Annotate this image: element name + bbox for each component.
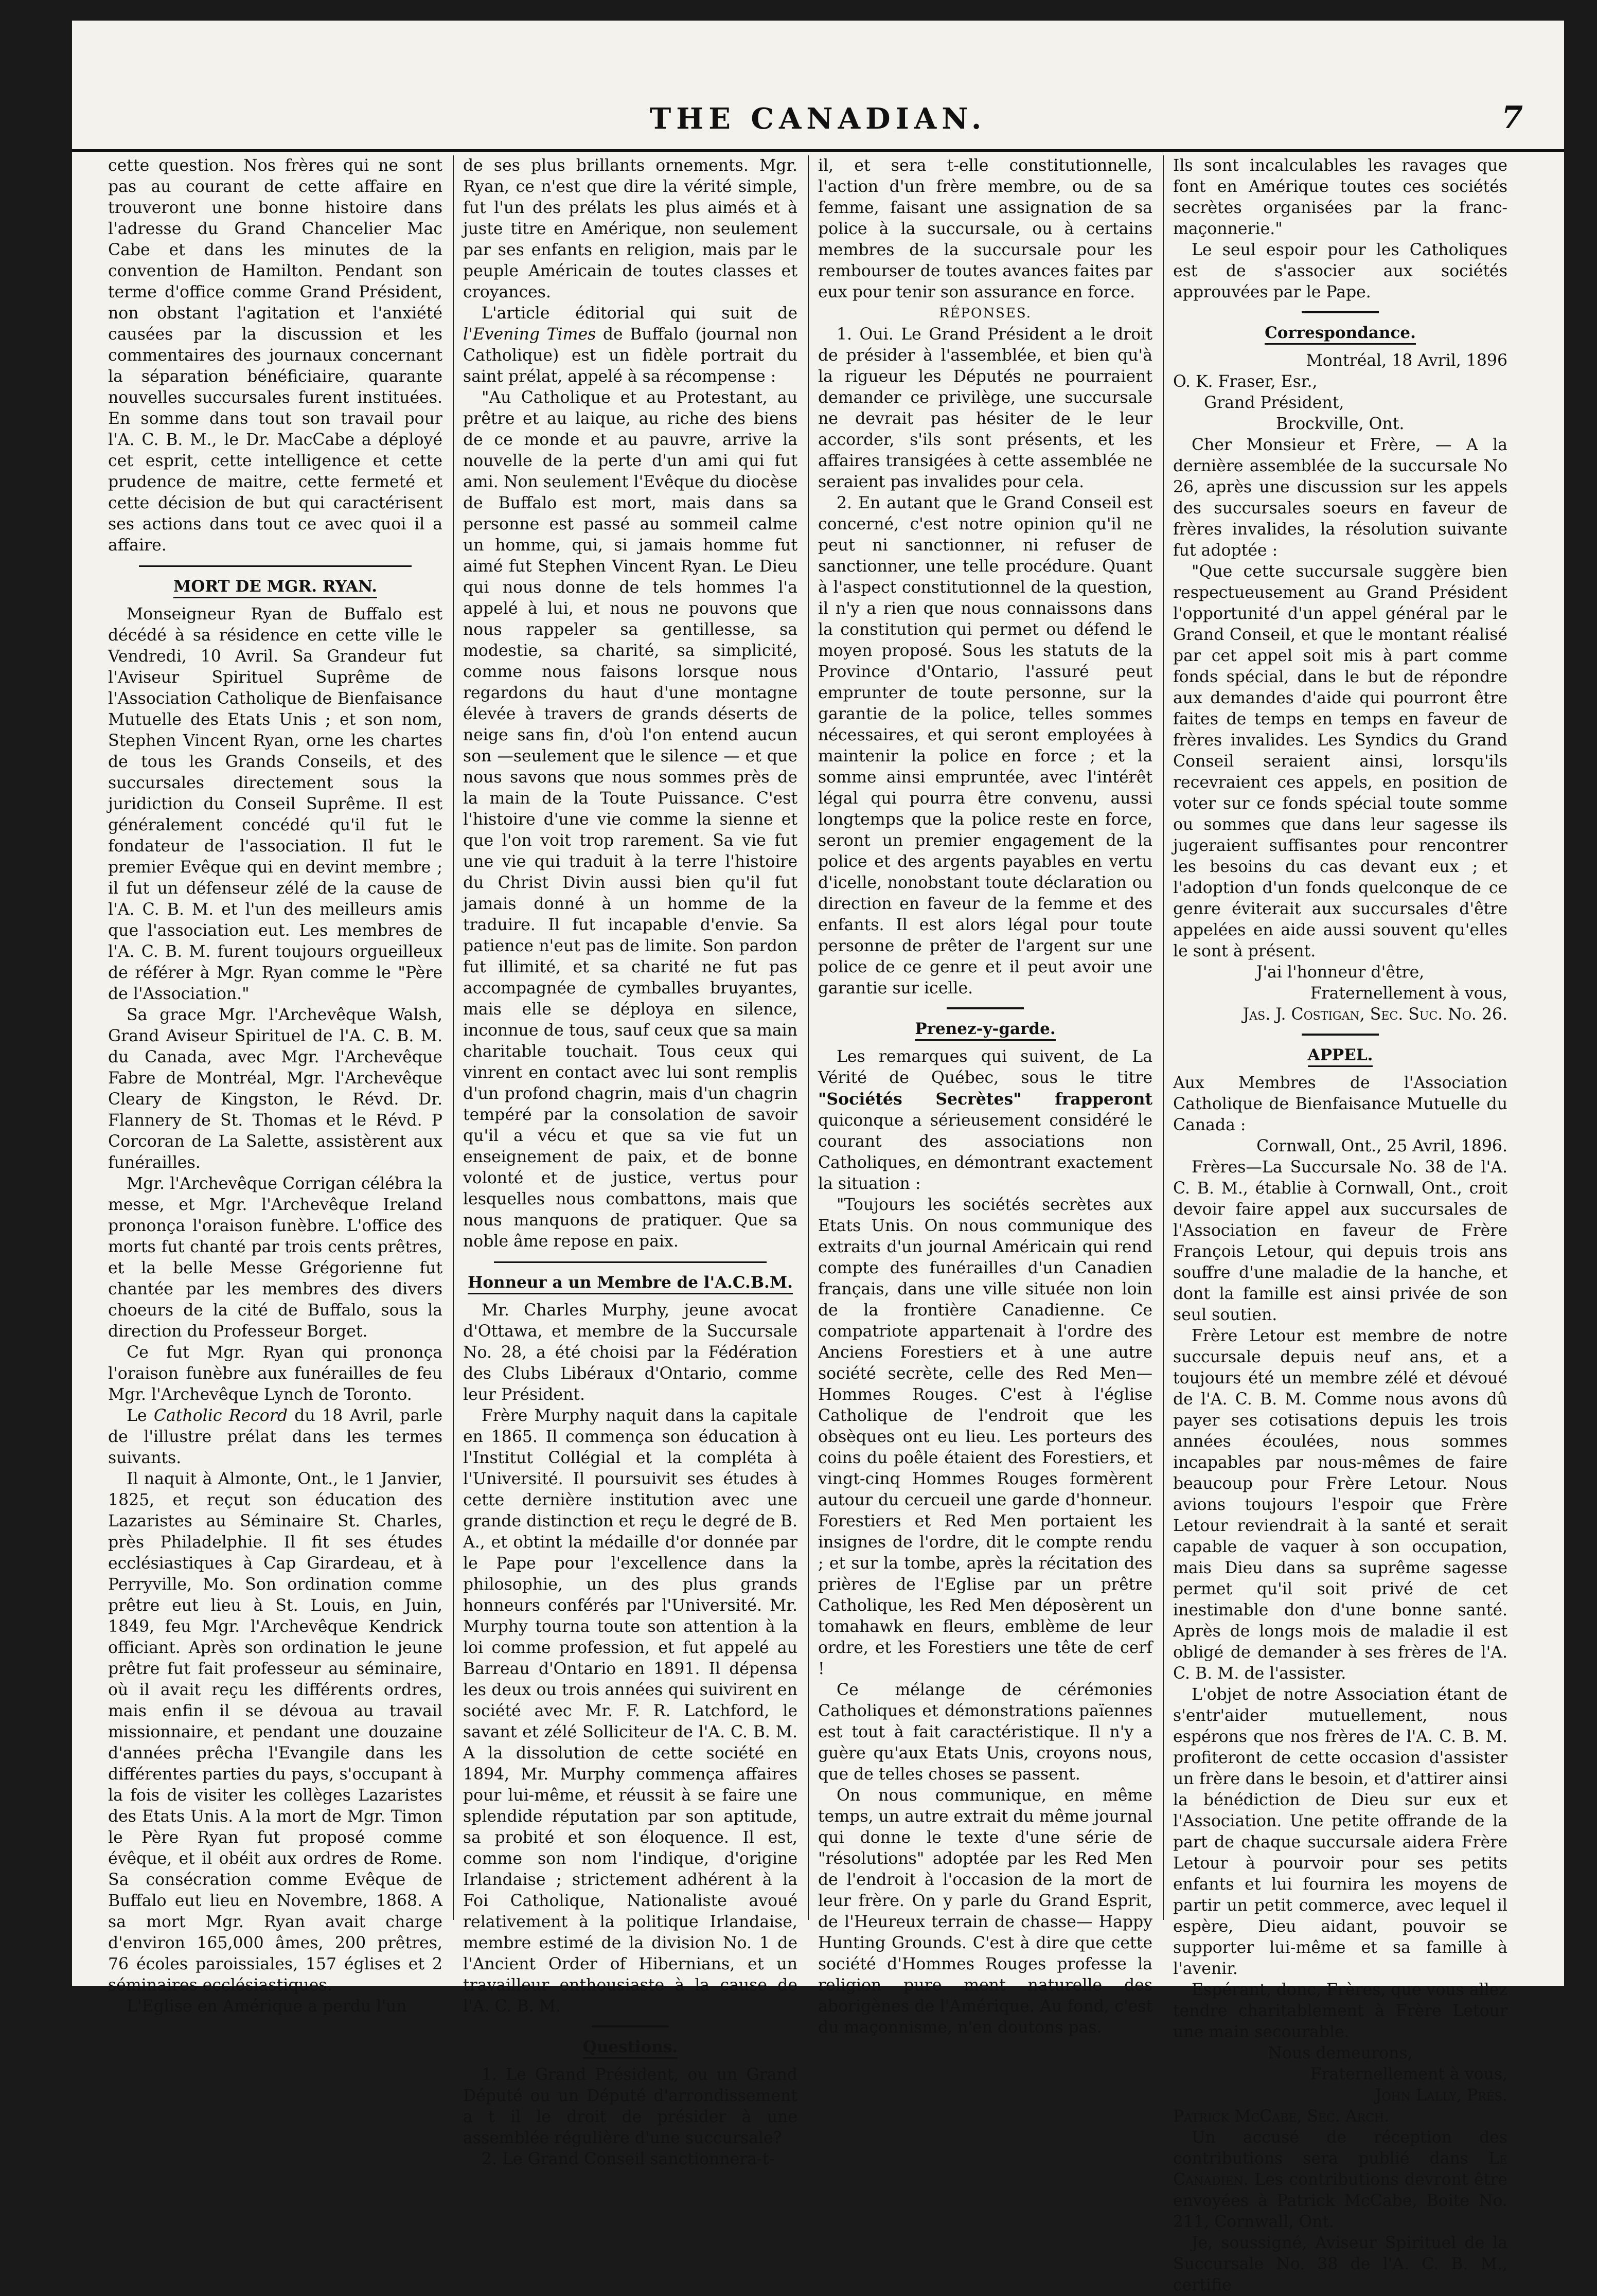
column-rule: [808, 155, 809, 1920]
section-heading: [818, 1019, 1152, 1039]
article-paragraph: il, et sera t-elle constitutionnelle, l'action d'un frère membre, ou de sa femme, faisant une assignation de sa police à la succursale, ou à certains membres de la succursale pour les rembourser de toutes avances faites par eux pour tenir son assurance en force.: [818, 156, 1152, 301]
article-paragraph: Frère Letour est membre de notre succursale depuis neuf ans, et a toujours été un membre zélé et dévoué de l'A. C. B. M. Comme nous avons dû payer ses cotisations depuis les trois années écoulées, nous sommes incapables par nous-mêmes de faire beaucoup pour Frère Letour. Nous avions toujours l'espoir que Frère Letour reviendrait à la santé et serait capable de vaquer à son occupation, mais Dieu dans sa suprême sagesse permet qu'il soit privé de cet inestimable don d'une bonne santé. Après de longs mois de maladie il est obligé de demander à ses frères de l'A. C. B. M. de l'assister.: [1173, 1327, 1507, 1683]
address-line: Aux Membres de l'Association Catholique de Bienfaisance Mutuelle du Canada :: [1173, 1074, 1507, 1134]
newspaper-page: [72, 21, 1564, 2294]
text-run: . Les contributions devront être envoyées à Patrick McCabe, Boite No. 211, Cornwall, Ont.: [1173, 2170, 1507, 2231]
text-run: Un accusé de réception des contributions sera publié dans: [1173, 2128, 1507, 2168]
article-paragraph: Monseigneur Ryan de Buffalo est décédé à sa résidence en cette ville le Vendredi, 10 Avril. Sa Grandeur fut l'Aviseur Spirituel Suprême de l'Association Catholique de Bienfaisance Mutuelle des Etats Unis ; et son nom, Stephen Vincent Ryan, orne les chartes de tous les Grands Conseils, et des succursales directement sous la juridiction du Conseil Suprême. Il est généralement concédé qu'il fut le fondateur de l'association. Il fut le premier Evêque qui en devint membre ; il fut un défenseur zélé de la cause de l'A. C. B. M. et l'un des meilleurs amis que l'association eut. Les membres de l'A. C. B. M. furent toujours orgueilleux de référer à Mgr. Ryan comme le "Père de l'Association.": [108, 605, 442, 1003]
letter-date: Montréal, 18 Avril, 1896: [1306, 351, 1507, 370]
section-divider: [592, 2025, 669, 2027]
article-paragraph: [463, 303, 797, 387]
emphasized-title: "Sociétés Secrètes" frapperont: [818, 1090, 1152, 1109]
section-heading: [463, 1272, 797, 1293]
column-rule: [453, 155, 454, 1920]
section-heading: [1173, 323, 1507, 343]
article-paragraph: On nous communique, en même temps, un autre extrait du même journal qui donne le texte d'une série de "résolutions" adoptée par les Red Men de l'endroit à l'occasion de la mort de leur frère. On y parle du Grand Esprit, de l'Heureux terrain de chasse— Happy Hunting Grounds. C'est à dire que cette société d'Hommes Rouges professe la religion pure ment naturelle des aborigènes de l'Amérique. Au fond, c'est du maçonnisme, n'en doutons pas.: [818, 1786, 1152, 2037]
address-line: Grand Président,: [1204, 394, 1344, 412]
newspaper-name: l'Evening Times: [463, 325, 596, 344]
heading-text: Questions.: [583, 2038, 678, 2059]
article-paragraph: Frères—La Succursale No. 38 de l'A. C. B. M., établie à Cornwall, Ont., croit devoir faire appel aux succursales de l'Association en faveur de Frère François Letour, qui depuis trois ans souffre d'une maladie de la hanche, et dont la famille est ainsi privée de son seul soutien.: [1173, 1158, 1507, 1324]
column-2: [463, 155, 797, 2168]
article-paragraph: 2. Le Grand Conseil sanctionnera-t-: [482, 2150, 774, 2168]
text-run: L'article éditorial qui suit de: [482, 304, 797, 323]
article-paragraph: Le seul espoir pour les Catholiques est de s'associer aux sociétés approuvées par le Pape.: [1173, 241, 1507, 301]
signature: Jas. J. Costigan, Sec. Suc. No. 26.: [1243, 1005, 1507, 1024]
heading-text: Correspondance.: [1265, 324, 1416, 345]
column-rule: [1163, 155, 1164, 1920]
article-paragraph: Sa grace Mgr. l'Archevêque Walsh, Grand Aviseur Spirituel de l'A. C. B. M. du Canada, avec Mgr. l'Archevêque Fabre de Montréal, Mgr. l'Archevêque Cleary de Kingston, le Révd. Dr. Flannery de St. Thomas et le Révd. P Corcoran de La Salette, assistèrent aux funérailles.: [108, 1006, 442, 1172]
section-divider: [1302, 1034, 1379, 1036]
article-paragraph: de ses plus brillants ornements. Mgr. Ryan, ce n'est que dire la vérité simple, fut l'un des prélats les plus aimés et à juste titre en Amérique, non seulement par ses enfants en religion, mais par le peuple Américain de toutes classes et croyances.: [463, 156, 797, 301]
signature: Patrick McCabe, Sec. Arch.: [1173, 2107, 1390, 2126]
article-paragraph: [1173, 2127, 1507, 2233]
section-divider: [494, 1261, 767, 1263]
newspaper-title: THE CANADIAN.: [649, 102, 987, 136]
heading-text: Prenez-y-garde.: [915, 1020, 1055, 1041]
column-1: [108, 155, 442, 2016]
article-paragraph: 1. Le Grand Président, ou un Grand Député ou un Député d'arrondissement a t il le droit de présider à une assemblée régulière d'une succursale?: [463, 2066, 797, 2147]
column-4: [1173, 155, 1507, 2294]
article-paragraph: Espérant, donc, Frères, que vous allez tendre charitablement à Frère Letour une main secourable.: [1173, 1981, 1507, 2041]
column-3: [818, 155, 1152, 2037]
signature: John Lally, Prés.: [1375, 2086, 1507, 2105]
article-paragraph: 1. Oui. Le Grand Président a le droit de présider à l'assemblée, et bien qu'à la rigueur les Députés ne pourraient demander ce privilège, une succursale ne devrait pas hésiter de le leur accorder, s'ils sont présents, et les affaires transigées à cette assemblée ne seraient pas invalides pour cela.: [818, 325, 1152, 491]
section-divider: [947, 1007, 1024, 1009]
subheading: RÉPONSES.: [938, 306, 1032, 321]
article-paragraph: "Au Catholique et au Protestant, au prêtre et au laique, au riche des biens de ce monde et au pauvre, arrive la nouvelle de la perte d'un ami qui fut ami. Non seulement l'Evêque du diocèse de Buffalo est mort, mais dans sa personne est passé au sommeil calme un homme, qui, si jamais homme fut aimé fut Stephen Vincent Ryan. Le Dieu qui nous donne de tels hommes l'a appelé à lui, et nous ne pouvons que nous rappeler sa gentillesse, sa modestie, sa charité, sa simplicité, comme nous faisons lorsque nous regardons du haut d'une montagne élevée à travers de grands déserts de neige sans fin, d'où l'on entend aucun son —seulement que le silence — et que nous savons que nous sommes près de la main de la Toute Puissance. C'est l'histoire d'une vie comme la sienne et que l'on voit trop rarement. Sa vie fut une vie qui traduit à la terre l'histoire du Christ Divin aussi bien qu'il fut jamais donné à un homme de la traduire. Il fut incapable d'envie. Sa patience n'eut pas de limite. Son pardon fut illimité, et sa charité ne fut pas accompagnée de cymballes bruyantes, mais elle se déploya en silence, inconnue de tous, sauf ceux que sa main charitable touchait. Tous ceux qui vinrent en contact avec lui sont remplis d'un profond chagrin, mais d'un chagrin tempéré par la consolation de savoir qu'il a vécu et que sa vie fut un enseignement de paix, et de bonne volonté et de justice, vertus pour lesquelles nous combattons, mais que nous manquons de pratiquer. Que sa noble âme repose en paix.: [463, 388, 797, 1251]
article-paragraph: Il naquit à Almonte, Ont., le 1 Janvier, 1825, et reçut son éducation des Lazaristes au Séminaire St. Charles, près Philadelphie. Il fit ses études ecclésiastiques à Cap Girardeau, et à Perryville, Mo. Son ordination comme prêtre eut lieu à St. Louis, en Juin, 1849, feu Mgr. l'Archevêque Kendrick officiant. Après son ordination le jeune prêtre fut fait professeur au séminaire, où il avait reçu les différents ordres, mais enfin il se dévoua au travail missionnaire, et pendant une douzaine d'années prêcha l'Evangile dans les différentes parties du pays, s'occupant à la fois de visiter les collèges Lazaristes des Etats Unis. A la mort de Mgr. Timon le Père Ryan fut proposé comme évêque, et il obéit aux ordres de Rome. Sa consécration comme Evêque de Buffalo eut lieu en Novembre, 1868. A sa mort Mgr. Ryan avait charge d'environ 165,000 âmes, 200 prêtres, 76 écoles paroissiales, 157 églises et 2 séminaires ecclésiastiques.: [108, 1470, 442, 1995]
article-paragraph: Je, soussigné, Aviseur Spirituel de la Succursale No. 38 de l'A. C. B. M., certifie: [1173, 2234, 1507, 2294]
letter-closing: J'ai l'honneur d'être,: [1256, 963, 1425, 982]
text-run: Le: [127, 1407, 154, 1425]
text-run: de Buffalo (journal non Catholique) est un fidèle portrait du saint prélat, appelé à sa récompense :: [463, 325, 797, 386]
text-run: quiconque a sérieusement considéré le courant des associations non Catholiques, en démontrant exactement la situation :: [818, 1111, 1152, 1193]
section-heading: [108, 576, 442, 597]
article-paragraph: [818, 1046, 1152, 1195]
article-paragraph: 2. En autant que le Grand Conseil est concerné, c'est notre opinion qu'il ne peut ni sanctionner, ni refuser de sanctionner, une telle procédure. Quant à l'aspect constitutionnel de la question, il n'y a rien que nous connaissons dans la constitution qui permet ou défend le moyen proposé. Sous les statuts de la Province d'Ontario, l'assuré peut emprunter de toute personne, sur la garantie de la police, telles sommes nécessaires, et qui seront employées à maintenir la police en force ; et la somme ainsi empruntée, avec l'intérêt légal qui pourra être convenu, aussi longtemps que la police reste en force, seront un premier engagement de la police et des argents payables en vertu d'icelle, nonobstant toute déclaration ou direction en faveur de la femme et des enfants. Il est alors légal pour toute personne de prêter de l'argent sur une police de ce genre et il peut avoir une garantie sur icelle.: [818, 494, 1152, 998]
letter-date: Cornwall, Ont., 25 Avril, 1896.: [1256, 1137, 1507, 1155]
address-line: Brockville, Ont.: [1276, 415, 1405, 433]
section-divider: [139, 565, 412, 567]
masthead: [72, 93, 1564, 152]
letter-closing: Fraternellement à vous,: [1310, 984, 1507, 1003]
heading-text: Honneur a un Membre de l'A.C.B.M.: [468, 1273, 793, 1294]
text-run: du 18 Avril, parle de l'illustre prélat dans les termes suivants.: [108, 1407, 442, 1467]
letter-closing: Fraternellement à vous,: [1310, 2065, 1507, 2084]
article-paragraph: Ils sont incalculables les ravages que font en Amérique toutes ces sociétés secrètes organisées par la franc-maçonnerie.": [1173, 156, 1507, 238]
text-run: Les remarques qui suivent, de La Vérité de Québec, sous le titre: [818, 1047, 1152, 1087]
article-paragraph: [108, 1405, 442, 1469]
article-paragraph: "Toujours les sociétés secrètes aux Etats Unis. On nous communique des extraits d'un journal Américain qui rend compte des funérailles d'un Canadien français, dans une ville située non loin de la frontière Canadienne. Ce compatriote appartenait à l'ordre des Anciens Forestiers et à une autre société secrète, celle des Red Men—Hommes Rouges. C'est à l'église Catholique de l'endroit que les obsèques ont eu lieu. Les porteurs des coins du poêle étaient des Forestiers, et vingt-cinq Hommes Rouges formèrent autour du cercueil une garde d'honneur. Forestiers et Red Men portaient les insignes de l'ordre, dit le compte rendu ; et sur la tombe, après la récitation des prières de l'Eglise par un prêtre Catholique, les Red Men déposèrent un tomahawk en fleurs, emblème de leur ordre, et les Forestiers une tête de cerf !: [818, 1196, 1152, 1678]
article-paragraph: cette question. Nos frères qui ne sont pas au courant de cette affaire en trouveront une bonne histoire dans l'adresse du Grand Chancelier Mac Cabe et dans les minutes de la convention de Hamilton. Pendant son terme d'office comme Grand Président, non obstant l'agitation et l'anxiété causées par la discussion et les commentaires des journaux concernant la séparation bénéficiaire, quarante nouvelles succursales furent instituées. En somme dans tout son travail pour l'A. C. B. M., le Dr. MacCabe a déployé cet esprit, cette intelligence et cette prudence de maitre, cette fermeté et cette décision de but qui caractérisent ses actions dans tout ce avec quoi il a affaire.: [108, 156, 442, 555]
article-paragraph: Frère Murphy naquit dans la capitale en 1865. Il commença son éducation à l'Institut Collégial et la compléta à l'Université. Il poursuivit ses études à cette dernière institution avec une grande distinction et reçu le degré de B. A., et obtint la médaille d'or donnée par le Pape pour l'excellence dans la philosophie, un des plus grands honneurs conférés par l'Université. Mr. Murphy tourna toute son attention à la loi comme profession, et fut appelé au Barreau d'Ontario en 1891. Il dépensa les deux ou trois années qui suivirent en société avec Mr. F. R. Latchford, le savant et zélé Solliciteur de l'A. C. B. M. A la dissolution de cette société en 1894, Mr. Murphy commença affaires pour lui-même, et réussit à se faire une splendide réputation par son aptitude, sa probité et son éloquence. Il est, comme son nom l'indique, d'origine Irlandaise ; strictement adhérent à la Foi Catholique, Nationaliste avoué relativement à la politique Irlandaise, membre estimé de la division No. 1 de l'Ancient Order of Hibernians, et un travailleur enthousiaste à la cause de l'A. C. B. M.: [463, 1407, 797, 2016]
newspaper-name: Catholic Record: [153, 1407, 288, 1425]
article-paragraph: "Que cette succursale suggère bien respectueusement au Grand Président l'opportunité d'un appel général par le Grand Conseil, et que le montant réalisé par cet appel soit mis à part comme fonds spécial, dans le but de répondre aux demandes d'aide qui pourront être faites de temps en temps en faveur de frères invalides. Les Syndics du Grand Conseil seraient ainsi, lorsqu'ils recevraient ces appels, en position de voter sur ce fonds spécial toute somme ou sommes que dans leur sagesse ils jugeraient suffisantes pour rencontrer les besoins du cas devant eux ; et l'adoption d'un fonds quelconque de ce genre éviterait aux succursales d'être appelées en aide aussi souvent qu'elles le sont à présent.: [1173, 562, 1507, 960]
section-divider: [1302, 311, 1379, 313]
heading-text: APPEL.: [1308, 1046, 1373, 1067]
letter-closing: Nous demeurons,: [1268, 2044, 1413, 2062]
article-paragraph: L'objet de notre Association étant de s'entr'aider mutuellement, nous espérons que nos frères de l'A. C. B. M. profiteront de cette occasion d'assister un frère dans le besoin, et d'attirer ainsi la bénédiction de Dieu sur eux et l'Association. Une petite offrande de la part de chaque succursale aidera Frère Letour à pourvoir pour ses petits enfants et lui fournira les moyens de partir un petit commerce, avec lequel il espère, Dieu aidant, pouvoir se supporter lui-même et sa famille à l'avenir.: [1173, 1685, 1507, 1978]
newspaper-name: Le Canadien: [1173, 2149, 1507, 2189]
article-paragraph: Ce mélange de cérémonies Catholiques et démonstrations païennes est tout à fait caractéristique. Il n'y a guère qu'aux Etats Unis, croyons nous, que de telles choses se passent.: [818, 1681, 1152, 1784]
article-paragraph: Ce fut Mgr. Ryan qui prononça l'oraison funèbre aux funérailles de feu Mgr. l'Archevêque Lynch de Toronto.: [108, 1343, 442, 1404]
address-line: O. K. Fraser, Esr.,: [1173, 372, 1318, 391]
article-paragraph: Mgr. l'Archevêque Corrigan célébra la messe, et Mgr. l'Archevêque Ireland prononça l'oraison funèbre. L'office des morts fut chanté par trois cents prêtres, et la belle Messe Grégorienne fut chantée par les membres des divers choeurs de la cité de Buffalo, sous la direction du Professeur Borget.: [108, 1174, 442, 1341]
page-number: 7: [1501, 100, 1523, 136]
section-heading: [1173, 1045, 1507, 1065]
section-heading: [463, 2037, 797, 2057]
article-paragraph: Mr. Charles Murphy, jeune avocat d'Ottawa, et membre de la Succursale No. 28, a été choisi par la Fédération des Clubs Libéraux d'Ontario, comme leur Président.: [463, 1301, 797, 1404]
article-paragraph: L'Eglise en Amérique a perdu l'un: [127, 1997, 407, 2016]
heading-text: MORT DE MGR. RYAN.: [173, 577, 377, 598]
article-paragraph: Cher Monsieur et Frère, — A la dernière assemblée de la succursale No 26, après une discussion sur les appels des succursales soeurs en faveur de frères invalides, la résolution suivante fut adoptée :: [1173, 436, 1507, 560]
